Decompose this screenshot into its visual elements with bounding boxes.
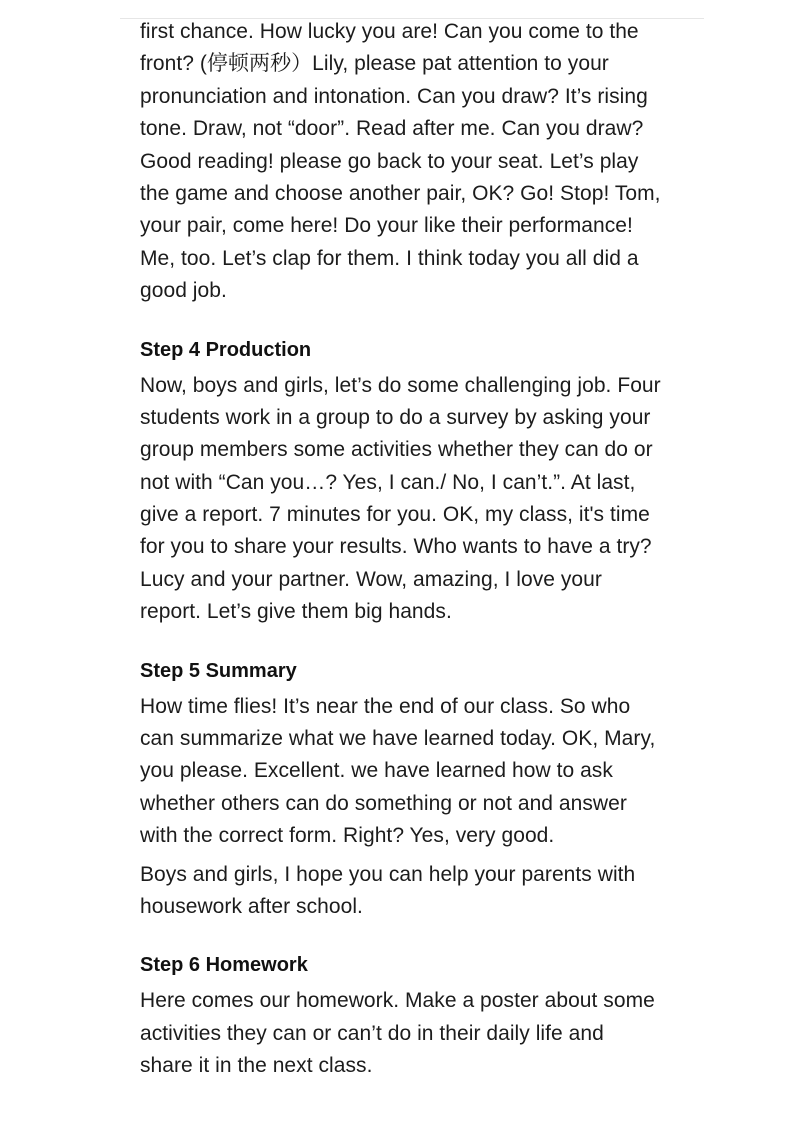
paragraph-line: Good reading! please go back to your seat. Let’s play (140, 149, 639, 173)
paragraph-line: first chance. How lucky you are! Can you come to the (140, 20, 639, 43)
paragraph-line: give a report. 7 minutes for you. OK, my class, it's time (140, 503, 650, 527)
paragraph-line: the game and choose another pair, OK? Go! Stop! Tom, (140, 181, 661, 205)
paragraph-line: front? (停顿两秒）Lily, please pat attention to your (140, 52, 609, 76)
paragraph-line: How time flies! It’s near the end of our class. So who (140, 694, 631, 718)
paragraph-line: Now, boys and girls, let’s do some challenging job. Four (140, 373, 661, 397)
paragraph-line: Here comes our homework. Make a poster about some (140, 989, 655, 1013)
paragraph-line: whether others can do something or not and answer (140, 791, 627, 815)
paragraph-line: share it in the next class. (140, 1054, 373, 1078)
step5-paragraph-2 (140, 859, 720, 924)
paragraph-line: activities they can or can’t do in their daily life and (140, 1021, 604, 1045)
paragraph-line: housework after school. (140, 894, 363, 918)
opening-paragraph (140, 16, 720, 308)
step5-heading: Step 5 Summary (140, 659, 297, 682)
paragraph-line: tone. Draw, not “door”. Read after me. Can you draw? (140, 117, 644, 141)
paragraph-line: group members some activities whether they can do or (140, 438, 653, 462)
paragraph-line: can summarize what we have learned today. OK, Mary, (140, 727, 656, 751)
paragraph-line: Boys and girls, I hope you can help your parents with (140, 862, 636, 886)
paragraph-line: your pair, come here! Do your like their performance! (140, 214, 633, 238)
paragraph-line: good job. (140, 279, 227, 303)
paragraph-line: not with “Can you…? Yes, I can./ No, I can’t.”. At last, (140, 470, 636, 494)
paragraph-line: with the correct form. Right? Yes, very good. (140, 824, 555, 848)
paragraph-line: Me, too. Let’s clap for them. I think today you all did a (140, 246, 639, 270)
paragraph-line: you please. Excellent. we have learned how to ask (140, 759, 613, 783)
step4-heading: Step 4 Production (140, 338, 312, 361)
step6-paragraph (140, 985, 720, 1082)
lesson-plan-document (140, 16, 720, 1083)
step5-paragraph (140, 691, 720, 853)
paragraph-line: report. Let’s give them big hands. (140, 600, 452, 624)
paragraph-line: for you to share your results. Who wants to have a try? (140, 535, 652, 559)
paragraph-line: pronunciation and intonation. Can you draw? It’s rising (140, 84, 648, 108)
paragraph-line: students work in a group to do a survey by asking your (140, 405, 651, 429)
step4-paragraph (140, 370, 720, 629)
step6-heading: Step 6 Homework (140, 954, 308, 977)
paragraph-line: Lucy and your partner. Wow, amazing, I love your (140, 567, 602, 591)
